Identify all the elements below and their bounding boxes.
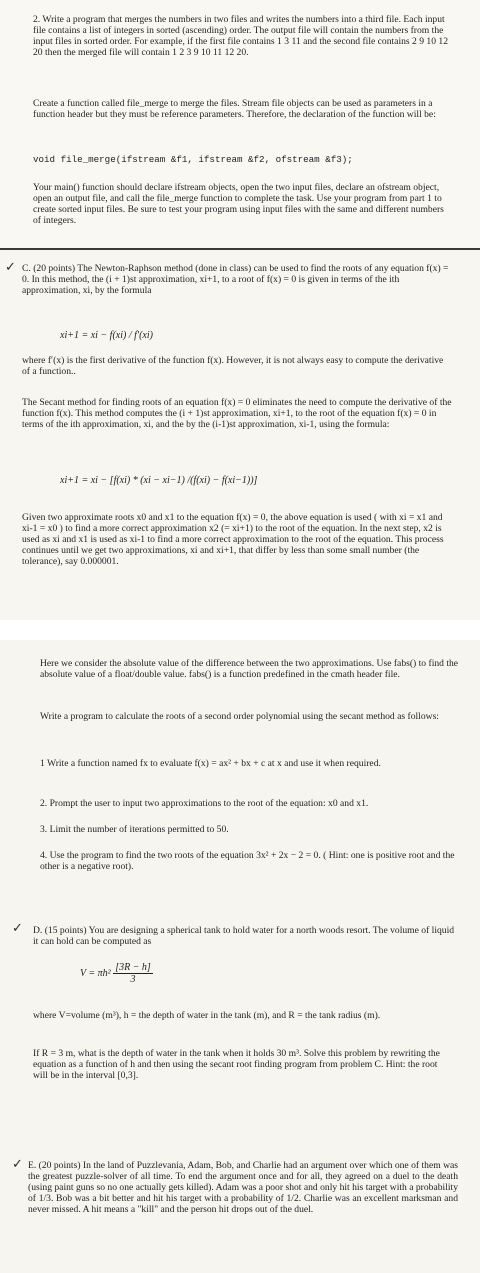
checkmark-icon: ✓ bbox=[12, 921, 23, 936]
c2-list-item-4: 4. Use the program to find the two roots of the equation 3x² + 2x − 2 = 0. ( Hint: one is positive root and the other is a negative root). bbox=[40, 850, 455, 872]
newton-formula: xi+1 = xi − f(xi) / f′(xi) bbox=[60, 330, 153, 341]
c2-list-item-2: 2. Prompt the user to input two approximations to the root of the equation: x0 and x1. bbox=[40, 798, 369, 809]
q2-paragraph-2: Create a function called file_merge to merge the files. Stream file objects can be used as parameters in a function header but they must be reference parameters. Therefore, the declaration of the function will be: bbox=[33, 98, 436, 120]
page-section-c bbox=[0, 250, 480, 620]
secant-formula: xi+1 = xi − [f(xi) * (xi − xi−1) /(f(xi) − f(xi−1))] bbox=[60, 475, 258, 486]
c2-paragraph-1: Here we consider the absolute value of the difference between the two approximations. Use fabs() to find the absolute value of a float/double value. fabs() is a function predefined in the cmath header file. bbox=[40, 658, 459, 680]
d-paragraph-3: If R = 3 m, what is the depth of water in the tank when it holds 30 m³. Solve this problem by rewriting the equation as a function of h and then using the secant root finding program from problem C. Hint: the root will be in the interval [0,3]. bbox=[33, 1048, 440, 1081]
c2-paragraph-2: Write a program to calculate the roots of a second order polynomial using the secant method as follows: bbox=[40, 711, 439, 722]
d-paragraph-2: where V=volume (m³), h = the depth of water in the tank (m), and R = the tank radius (m). bbox=[33, 1010, 381, 1021]
volume-formula-numerator: [3R − h] bbox=[115, 962, 151, 973]
c-paragraph-3: The Secant method for finding roots of an equation f(x) = 0 eliminates the need to compute the derivative of the function f(x). This method computes the (i + 1)st approximation, xi+1, to the root of the equation f(x) = 0 in terms of the ith approximation, xi, and the by the (i-1)st approximation, xi-1, using the formula: bbox=[22, 397, 452, 430]
volume-formula-denominator: 3 bbox=[130, 974, 136, 985]
d-paragraph-1: D. (15 points) You are designing a spherical tank to hold water for a north woods resort. The volume of liquid it can hold can be computed as bbox=[33, 925, 455, 947]
page-gap bbox=[0, 620, 480, 640]
page-section-c-cont bbox=[0, 640, 480, 1273]
q2-paragraph-1: 2. Write a program that merges the numbers in two files and writes the numbers into a third file. Each input file contains a list of integers in sorted (ascending) order. The output file will contain the numbers from the input files in sorted order. For example, if the first file contains 1 3 11 and the second file contains 2 9 10 12 20 then the merged file will contain 1 2 3 9 10 11 12 20. bbox=[33, 14, 449, 58]
page-section-q2 bbox=[0, 0, 480, 248]
checkmark-icon: ✓ bbox=[12, 1157, 23, 1172]
checkmark-icon: ✓ bbox=[5, 260, 16, 275]
q2-code-declaration: void file_merge(ifstream &f1, ifstream &f2, ofstream &f3); bbox=[33, 154, 353, 165]
c-paragraph-2: where f′(x) is the first derivative of the function f(x). However, it is not always easy to compute the derivative of a function.. bbox=[22, 355, 444, 377]
e-paragraph-1: E. (20 points) In the land of Puzzlevania, Adam, Bob, and Charlie had an argument over which one of them was the greatest puzzle-solver of all time. To end the argument once and for all, they agreed on a duel to the death (using paint guns so no one actually gets killed). Adam was a poor shot and only hit his target with a probability of 1/3. Bob was a bit better and hit his target with a probability of 1/2. Charlie was an excellent marksman and never missed. A hit means a "kill" and the person hit drops out of the duel. bbox=[28, 1160, 458, 1215]
c2-list-item-3: 3. Limit the number of iterations permitted to 50. bbox=[40, 824, 229, 835]
q2-paragraph-3: Your main() function should declare ifstream objects, open the two input files, declare an ofstream object, open an output file, and call the file_merge function to complete the task. Use your program from part 1 to create sorted input files. Be sure to test your program using input files with the same and different numbers of integers. bbox=[33, 182, 444, 226]
c2-list-item-1: 1 Write a function named fx to evaluate f(x) = ax² + bx + c at x and use it when required. bbox=[40, 758, 381, 769]
c-paragraph-4: Given two approximate roots x0 and x1 to the equation f(x) = 0, the above equation is used ( with xi = x1 and xi-1 = x0 ) to find a more correct approximation x2 (= xi+1) to the root of the equation. In the next step, x2 is used as xi and x1 is used as xi-1 to find a more correct approximation to the root of the equation. This process continues until we get two approximations, xi and xi+1, that differ by less than some small number (the tolerance), say 0.000001. bbox=[22, 512, 444, 567]
c-paragraph-1: C. (20 points) The Newton-Raphson method (done in class) can be used to find the roots of any equation f(x) = 0. In this method, the (i + 1)st approximation, xi+1, to a root of f(x) = 0 is given in terms of the ith approximation, xi, by the formula bbox=[22, 263, 449, 296]
volume-formula-lhs: V = πh² bbox=[80, 967, 111, 979]
volume-formula-fraction bbox=[113, 962, 153, 985]
volume-formula bbox=[80, 962, 153, 985]
